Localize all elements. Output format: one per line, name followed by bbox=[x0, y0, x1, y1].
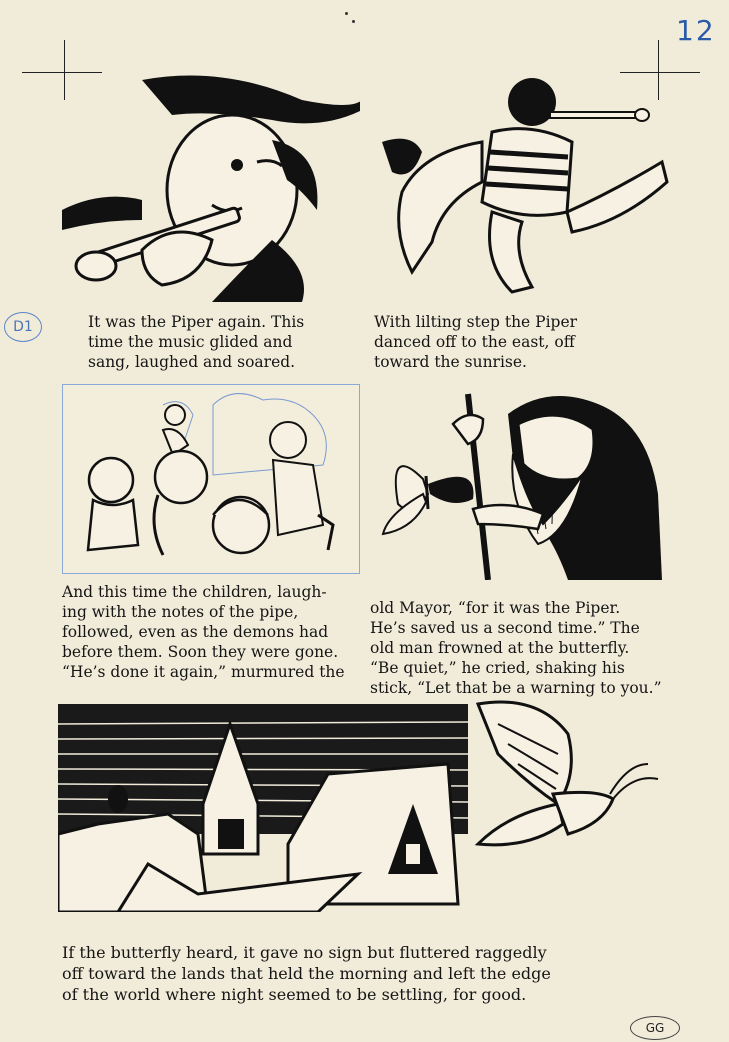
page-number: 12 bbox=[676, 14, 716, 47]
illustration-children-following bbox=[62, 384, 360, 574]
illustration-piper-dancing bbox=[372, 72, 672, 304]
caption-bottom: If the butterfly heard, it gave no sign but fluttered raggedly off toward the lands that held the morning and left the edge of the world where night seemed to be settling, for good. bbox=[62, 943, 551, 1004]
caption-panel-3-right: old Mayor, “for it was the Piper. He’s saved us a second time.” The old man frowned at the butterfly. “Be quiet,” he cried, shaking his stick, “Let that be a warning to you.” bbox=[370, 599, 662, 697]
illustration-piper-closeup bbox=[62, 70, 360, 302]
ink-speck bbox=[345, 12, 348, 15]
illustration-mayor-butterfly bbox=[368, 384, 662, 580]
caption-panel-1: It was the Piper again. This time the music glided and sang, laughed and soared. bbox=[88, 313, 305, 371]
ink-speck bbox=[352, 20, 355, 23]
caption-panel-3-left: And this time the children, laugh- ing with the notes of the pipe, followed, even as the demons had before them. Soon they were gone. “He’s done it again,” murmured the bbox=[62, 583, 345, 681]
illustration-rooftops-butterfly bbox=[58, 694, 674, 912]
caption-panel-2: With lilting step the Piper danced off to the east, off toward the sunrise. bbox=[374, 313, 578, 371]
artist-signature: GG bbox=[630, 1016, 680, 1040]
margin-note: D1 bbox=[4, 312, 42, 342]
